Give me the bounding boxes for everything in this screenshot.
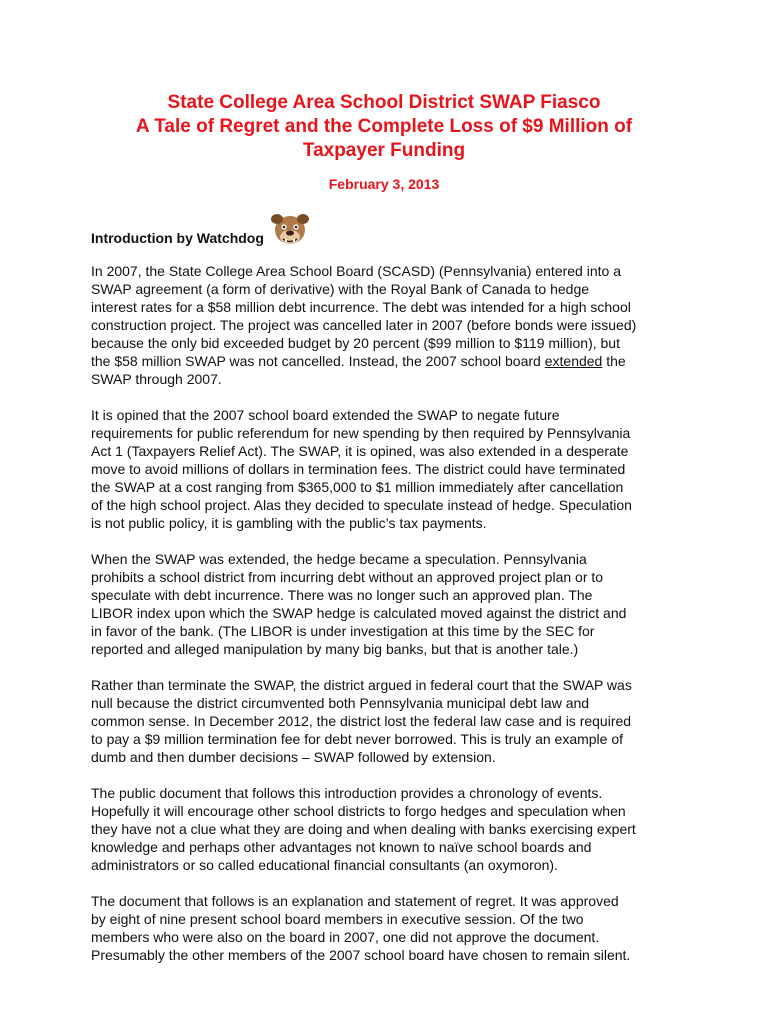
text-segment: the $58 million SWAP was not cancelled. Instead, the 2007 school board bbox=[91, 353, 545, 369]
text-line: The document that follows is an explanation and statement of regret. It was approved bbox=[91, 893, 619, 909]
text-line: knowledge and perhaps other advantages not known to naïve school boards and bbox=[91, 839, 592, 855]
title-line-1: State College Area School District SWAP Fiasco bbox=[167, 92, 601, 113]
text-line: because the only bid exceeded budget by 20 percent ($99 million to $119 million), but bbox=[91, 335, 620, 351]
text-line: null because the district circumvented both Pennsylvania municipal debt law and bbox=[91, 695, 590, 711]
text-line: speculate with debt incurrence. There was no longer such an approved plan. The bbox=[91, 587, 593, 603]
text-line: dumb and then dumber decisions – SWAP followed by extension. bbox=[91, 749, 496, 765]
underlined-word: extended bbox=[544, 353, 603, 369]
body-text bbox=[91, 262, 691, 982]
text-line: requirements for public referendum for new spending by then required by Pennsylvania bbox=[91, 425, 631, 441]
text-line: Presumably the other members of the 2007 school board have chosen to remain silent. bbox=[91, 947, 631, 963]
document-date: February 3, 2013 bbox=[328, 176, 440, 192]
text-line: prohibits a school district from incurring debt without an approved project plan or to bbox=[91, 569, 604, 585]
paragraph-1 bbox=[91, 262, 691, 388]
text-line: in favor of the bank. (The LIBOR is under investigation at this time by the SEC for bbox=[91, 623, 595, 639]
paragraph-5 bbox=[91, 784, 691, 874]
paragraph-4 bbox=[91, 676, 691, 766]
text-line-with-emphasis bbox=[91, 352, 691, 370]
text-line: It is opined that the 2007 school board extended the SWAP to negate future bbox=[91, 407, 560, 423]
text-line: the SWAP at a cost ranging from $365,000 to $1 million immediately after cancellation bbox=[91, 479, 624, 495]
text-line: Hopefully it will encourage other school districts to forgo hedges and speculation when bbox=[91, 803, 626, 819]
text-line: by eight of nine present school board members in executive session. Of the two bbox=[91, 911, 584, 927]
text-line: is not public policy, it is gambling with the public’s tax payments. bbox=[91, 515, 487, 531]
intro-heading: Introduction by Watchdog bbox=[91, 230, 264, 246]
document-title bbox=[0, 91, 768, 163]
title-line-3: Taxpayer Funding bbox=[302, 140, 466, 161]
bulldog-mascot-icon bbox=[268, 210, 312, 248]
text-line: they have not a clue what they are doing and when dealing with banks exercising expert bbox=[91, 821, 636, 837]
text-line: SWAP through 2007. bbox=[91, 371, 222, 387]
text-line: LIBOR index upon which the SWAP hedge is calculated moved against the district and bbox=[91, 605, 627, 621]
text-line: The public document that follows this introduction provides a chronology of events. bbox=[91, 785, 603, 801]
paragraph-2 bbox=[91, 406, 691, 532]
text-line: members who were also on the board in 2007, one did not approve the document. bbox=[91, 929, 600, 945]
text-line: to pay a $9 million termination fee for debt never borrowed. This is truly an example of bbox=[91, 731, 624, 747]
text-line: move to avoid millions of dollars in termination fees. The district could have terminated bbox=[91, 461, 626, 477]
text-line: Act 1 (Taxpayers Relief Act). The SWAP, it is opined, was also extended in a desperate bbox=[91, 443, 629, 459]
title-line-2: A Tale of Regret and the Complete Loss of $9 Million of bbox=[135, 116, 633, 137]
text-line: construction project. The project was cancelled later in 2007 (before bonds were issued) bbox=[91, 317, 637, 333]
text-line: SWAP agreement (a form of derivative) with the Royal Bank of Canada to hedge bbox=[91, 281, 590, 297]
text-line: Rather than terminate the SWAP, the district argued in federal court that the SWAP was bbox=[91, 677, 632, 693]
text-line: When the SWAP was extended, the hedge became a speculation. Pennsylvania bbox=[91, 551, 587, 567]
text-line: common sense. In December 2012, the district lost the federal law case and is required bbox=[91, 713, 632, 729]
paragraph-6 bbox=[91, 892, 691, 964]
text-line: administrators or so called educational financial consultants (an oxymoron). bbox=[91, 857, 558, 873]
text-line: of the high school project. Alas they decided to speculate instead of hedge. Speculation bbox=[91, 497, 632, 513]
text-line: In 2007, the State College Area School Board (SCASD) (Pennsylvania) entered into a bbox=[91, 263, 621, 279]
text-line: interest rates for a $58 million debt incurrence. The debt was intended for a high school bbox=[91, 299, 631, 315]
text-segment: the bbox=[602, 353, 626, 369]
paragraph-3 bbox=[91, 550, 691, 658]
text-line: reported and alleged manipulation by many big banks, but that is another tale.) bbox=[91, 641, 579, 657]
